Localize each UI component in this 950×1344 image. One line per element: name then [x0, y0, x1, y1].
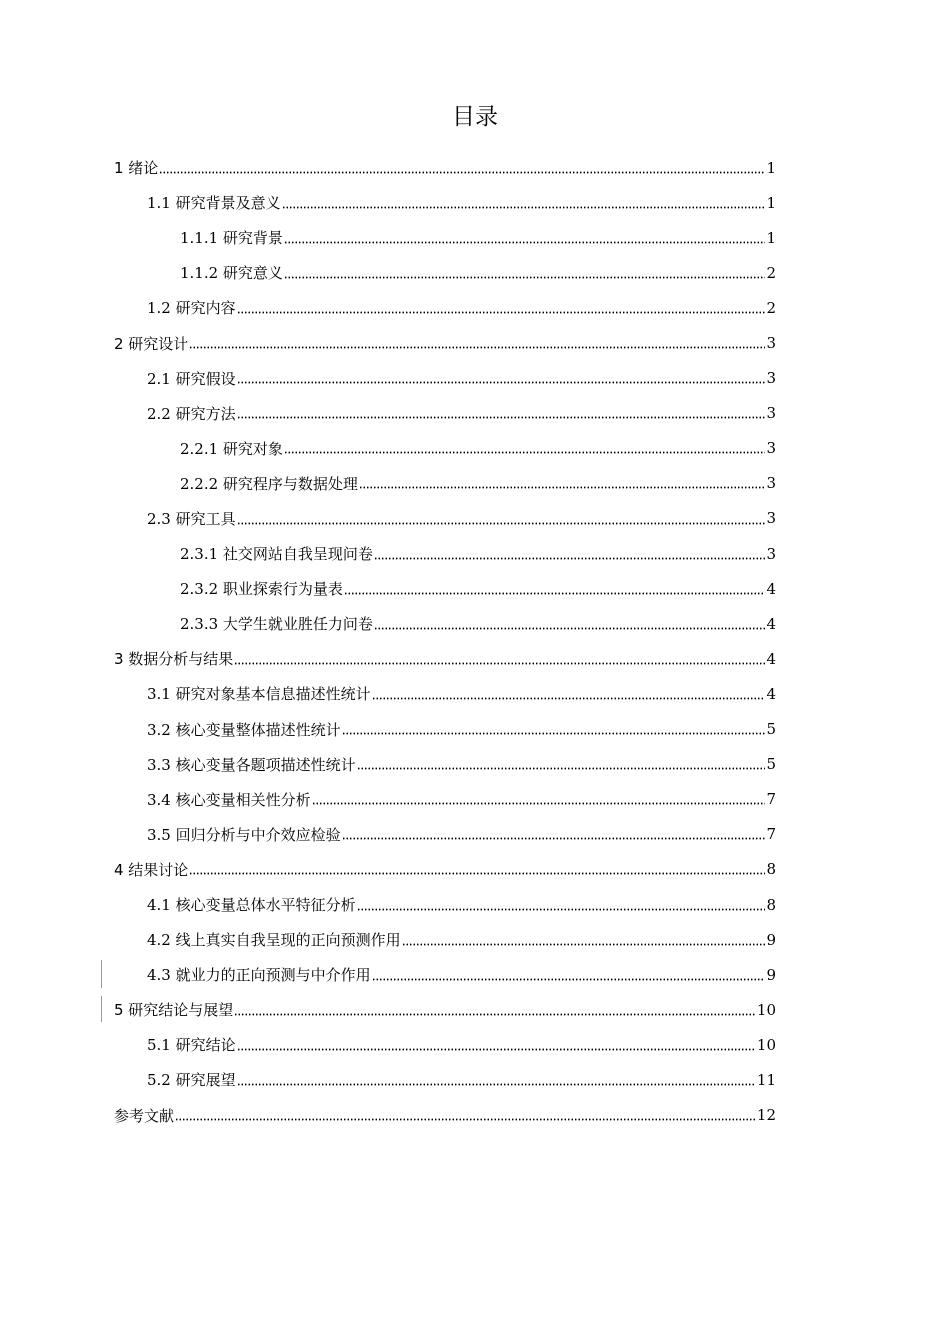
- toc-entry-title: 3.1 研究对象基本信息描述性统计: [147, 685, 371, 704]
- toc-page-number: 3: [766, 509, 776, 528]
- toc-page-number: 8: [766, 860, 776, 879]
- toc-page-number: 1: [766, 193, 776, 212]
- toc-entry-title: 1 绪论: [114, 159, 159, 178]
- toc-entry[interactable]: [114, 185, 776, 220]
- toc-page-number: 2: [766, 263, 776, 282]
- toc-page-number: 4: [766, 614, 776, 633]
- toc-page-number: 3: [766, 334, 776, 353]
- toc-entry-title: 1.1 研究背景及意义: [147, 194, 281, 213]
- toc-dot-leader: [284, 451, 766, 455]
- toc-dot-leader: [237, 416, 766, 420]
- toc-entry[interactable]: [114, 536, 776, 571]
- toc-dot-leader: [284, 240, 766, 244]
- toc-page-number: 10: [756, 1035, 776, 1054]
- toc-entry[interactable]: [114, 1098, 776, 1133]
- toc-dot-leader: [189, 346, 765, 350]
- toc-entry-title: 4.1 核心变量总体水平特征分析: [147, 896, 356, 915]
- toc-dot-leader: [357, 907, 766, 911]
- toc-entry[interactable]: [114, 957, 776, 992]
- toc-entry[interactable]: [114, 887, 776, 922]
- toc-page-number: 7: [766, 825, 776, 844]
- toc-page-number: 7: [766, 790, 776, 809]
- toc-page-number: 1: [766, 228, 776, 247]
- toc-entry[interactable]: [114, 361, 776, 396]
- toc-page-number: 4: [766, 579, 776, 598]
- toc-dot-leader: [357, 767, 766, 771]
- toc-page-number: 9: [766, 965, 776, 984]
- toc-dot-leader: [402, 942, 766, 946]
- toc-entry[interactable]: [114, 922, 776, 957]
- toc-entry-title: 3 数据分析与结果: [114, 650, 234, 669]
- toc-page-number: 3: [766, 439, 776, 458]
- toc-entry[interactable]: [114, 747, 776, 782]
- toc-dot-leader: [282, 205, 766, 209]
- toc-page-number: 11: [756, 1070, 776, 1089]
- toc-entry[interactable]: [114, 782, 776, 817]
- toc-entry-title: 4.2 线上真实自我呈现的正向预测作用: [147, 931, 401, 950]
- toc-entry-title: 2.3.3 大学生就业胜任力问卷: [180, 615, 373, 634]
- toc-dot-leader: [189, 872, 765, 876]
- toc-page-number: 3: [766, 404, 776, 423]
- toc-entry[interactable]: [114, 1027, 776, 1062]
- table-of-contents: [114, 150, 776, 1133]
- toc-page-number: 10: [756, 1000, 776, 1019]
- toc-entry[interactable]: [114, 290, 776, 325]
- toc-entry-title: 1.1.1 研究背景: [180, 229, 283, 248]
- toc-dot-leader: [234, 1012, 756, 1016]
- toc-dot-leader: [374, 626, 766, 630]
- toc-entry[interactable]: [114, 676, 776, 711]
- toc-entry[interactable]: [114, 641, 776, 676]
- change-bar: [101, 996, 102, 1022]
- toc-dot-leader: [312, 802, 766, 806]
- toc-entry[interactable]: [114, 396, 776, 431]
- toc-entry-title: 1.1.2 研究意义: [180, 264, 283, 283]
- toc-page-number: 4: [766, 649, 776, 668]
- toc-entry[interactable]: [114, 852, 776, 887]
- toc-entry[interactable]: [114, 325, 776, 360]
- toc-entry[interactable]: [114, 571, 776, 606]
- toc-entry-title: 3.5 回归分析与中介效应检验: [147, 825, 341, 844]
- toc-entry[interactable]: [114, 992, 776, 1027]
- toc-dot-leader: [237, 381, 766, 385]
- toc-dot-leader: [374, 556, 766, 560]
- toc-entry-title: 2.3.2 职业探索行为量表: [180, 580, 343, 599]
- toc-entry-title: 4 结果讨论: [114, 860, 189, 879]
- toc-entry[interactable]: [114, 501, 776, 536]
- toc-entry-title: 5 研究结论与展望: [114, 1001, 234, 1020]
- page-title: 目录: [452, 104, 498, 130]
- toc-entry[interactable]: [114, 466, 776, 501]
- toc-page-number: 12: [756, 1106, 776, 1125]
- toc-entry[interactable]: [114, 220, 776, 255]
- toc-entry-title: 3.4 核心变量相关性分析: [147, 790, 311, 809]
- toc-page-number: 5: [766, 755, 776, 774]
- toc-page-number: 5: [766, 720, 776, 739]
- toc-entry[interactable]: [114, 150, 776, 185]
- change-bar: [101, 960, 102, 988]
- toc-entry[interactable]: [114, 817, 776, 852]
- toc-entry-title: 1.2 研究内容: [147, 299, 236, 318]
- toc-dot-leader: [234, 661, 765, 665]
- toc-entry-title: 2.2.2 研究程序与数据处理: [180, 474, 358, 493]
- toc-dot-leader: [175, 1118, 756, 1122]
- toc-page-number: 3: [766, 474, 776, 493]
- toc-entry-title: 2.3.1 社交网站自我呈现问卷: [180, 545, 373, 564]
- toc-entry[interactable]: [114, 431, 776, 466]
- toc-dot-leader: [284, 275, 766, 279]
- toc-entry-title: 2.2 研究方法: [147, 404, 236, 423]
- toc-entry-title: 参考文献: [114, 1106, 175, 1125]
- toc-entry-title: 2.1 研究假设: [147, 369, 236, 388]
- toc-entry-title: 3.2 核心变量整体描述性统计: [147, 720, 341, 739]
- toc-dot-leader: [237, 1047, 756, 1051]
- toc-entry-title: 5.2 研究展望: [147, 1071, 236, 1090]
- toc-dot-leader: [237, 310, 766, 314]
- toc-page-number: 1: [766, 158, 776, 177]
- toc-entry-title: 2 研究设计: [114, 334, 189, 353]
- toc-dot-leader: [372, 697, 766, 701]
- toc-dot-leader: [159, 170, 765, 174]
- toc-dot-leader: [237, 1083, 756, 1087]
- toc-page-number: 8: [766, 895, 776, 914]
- toc-dot-leader: [372, 977, 766, 981]
- toc-entry[interactable]: [114, 712, 776, 747]
- toc-page-number: 2: [766, 298, 776, 317]
- toc-entry-title: 2.3 研究工具: [147, 509, 236, 528]
- toc-entry[interactable]: [114, 255, 776, 290]
- toc-dot-leader: [342, 837, 766, 841]
- toc-entry-title: 4.3 就业力的正向预测与中介作用: [147, 966, 371, 985]
- toc-dot-leader: [359, 486, 766, 490]
- toc-entry[interactable]: [114, 1062, 776, 1097]
- toc-entry-title: 5.1 研究结论: [147, 1036, 236, 1055]
- toc-dot-leader: [344, 591, 766, 595]
- toc-dot-leader: [237, 521, 766, 525]
- toc-entry[interactable]: [114, 606, 776, 641]
- toc-page-number: 4: [766, 684, 776, 703]
- toc-page-number: 3: [766, 544, 776, 563]
- toc-dot-leader: [342, 732, 766, 736]
- toc-page-number: 9: [766, 930, 776, 949]
- toc-page-number: 3: [766, 369, 776, 388]
- toc-entry-title: 2.2.1 研究对象: [180, 439, 283, 458]
- toc-entry-title: 3.3 核心变量各题项描述性统计: [147, 755, 356, 774]
